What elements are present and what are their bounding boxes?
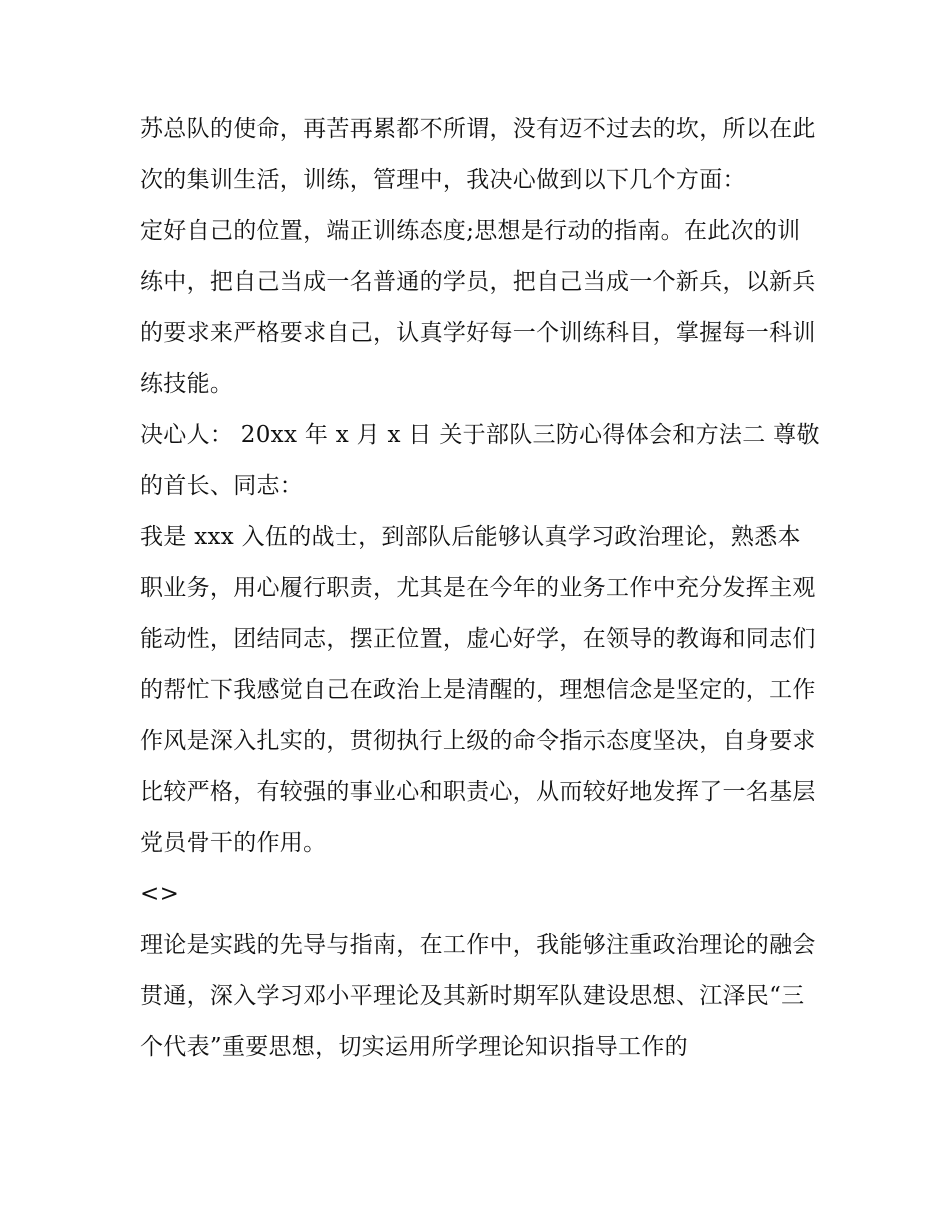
paragraph-theory: 理论是实践的先导与指南，在工作中，我能够注重政治理论的融会贯通，深入学习邓小平理论及其新时期军队建设思想、江泽民“三个代表”重要思想，切实运用所学理论知识指导工作的 [140, 932, 816, 1060]
document-body [140, 104, 820, 1073]
paragraph-self-introduction: 我是 xxx 入伍的战士，到部队后能够认真学习政治理论，熟悉本职业务，用心履行职责，尤其是在今年的业务工作中充分发挥主观能动性，团结同志，摆正位置，虚心好学，在领导的教诲和同志们的帮忙下我感觉自己在政治上是清醒的，理想信念是坚定的，工作作风是深入扎实的，贯彻执行上级的命令指示态度坚决，自身要求比较严格，有较强的事业心和职责心，从而较好地发挥了一名基层党员骨干的作用。 [140, 524, 816, 856]
paragraph-marker: <> [140, 881, 180, 907]
paragraph-mission: 苏总队的使命，再苦再累都不所谓，没有迈不过去的坎，所以在此次的集训生活，训练，管理中，我决心做到以下几个方面： [140, 116, 816, 193]
paragraph-signature-heading: 决心人： 20xx 年 x 月 x 日 关于部队三防心得体会和方法二 尊敬的首长、同志： [140, 422, 820, 499]
paragraph-position: 定好自己的位置，端正训练态度;思想是行动的指南。在此次的训练中，把自己当成一名普通的学员，把自己当成一个新兵，以新兵的要求来严格要求自己，认真学好每一个训练科目，掌握每一科训练技能。 [140, 218, 816, 397]
